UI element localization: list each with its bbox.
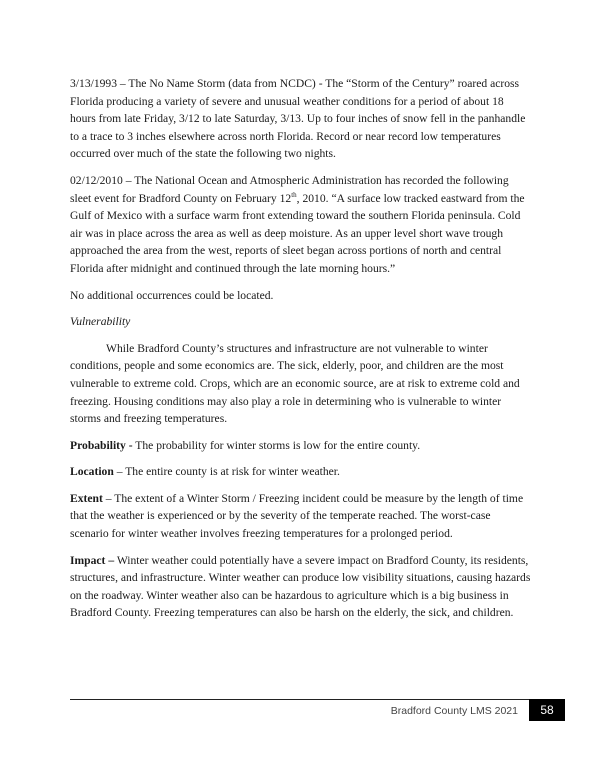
ordinal-suffix: th [291, 190, 297, 199]
impact-label: Impact – [70, 553, 115, 567]
location-text: – The entire county is at risk for winter weather. [113, 465, 340, 479]
extent-label: Extent [70, 491, 103, 505]
impact-paragraph [70, 552, 532, 622]
event-2010-text-start: 02/12/2010 – The National Ocean and Atmospheric Administration has recorded the following sleet event for Bradford County on February 12 [70, 173, 509, 205]
vulnerability-heading: Vulnerability [70, 315, 131, 329]
footer-title: Bradford County LMS 2021 [390, 705, 518, 717]
extent-text: – The extent of a Winter Storm / Freezing incident could be measure by the length of time that the weather is experienced or by the severity of the temperate reached. The worst-case scenario for winter weather involves freezing temperatures for a prolonged period. [70, 491, 524, 541]
impact-text: Winter weather could potentially have a severe impact on Bradford County, its residents, structures, and infrastructure. Winter weather can produce low visibility situations, causing hazards on the roadway. Winter weather also can be hazardous to agriculture which is a big business in Bradford County. Freezing temperatures can also be harsh on the elderly, the sick, and children. [70, 553, 531, 620]
probability-text: The probability for winter storms is low for the entire county. [132, 438, 421, 452]
location-label: Location [70, 465, 114, 479]
no-additional-occurrences: No additional occurrences could be located. [70, 288, 274, 302]
page-number: 58 [529, 699, 565, 721]
event-2010-paragraph [70, 172, 532, 278]
event-1993-paragraph: 3/13/1993 – The No Name Storm (data from NCDC) - The “Storm of the Century” roared across Florida producing a variety of severe and unusual weather conditions for a period of about 18 hours from late Friday, 3/12 to late Saturday, 3/13. Up to four inches of snow fell in the panhandle to a trace to 3 inches elsewhere across north Florida. Record or near record low temperatures occurred over much of the state the following two nights. [70, 77, 526, 161]
probability-label: Probability - [70, 438, 133, 452]
page-body [70, 75, 532, 631]
location-paragraph [70, 463, 532, 481]
probability-paragraph [70, 437, 532, 455]
event-2010-text-end: , 2010. “A surface low tracked eastward from the Gulf of Mexico with a surface warm front extending toward the southern Florida peninsula. Cold air was in place across the area as well as deep moisture. As an upper level short wave trough approached the area from the west, reports of sleet began across portions of north and central Florida after midnight and continued through the late morning hours.” [70, 191, 525, 275]
vulnerability-paragraph: While Bradford County’s structures and infrastructure are not vulnerable to winter conditions, people and some economics are. The sick, elderly, poor, and children are the most vulnerable to extreme cold. Crops, which are an economic source, are at risk to extreme cold and freezing. Housing conditions may also play a role in determining who is vulnerable to winter storms and freezing temperatures. [70, 341, 520, 426]
footer-divider [70, 699, 529, 700]
extent-paragraph [70, 490, 532, 543]
